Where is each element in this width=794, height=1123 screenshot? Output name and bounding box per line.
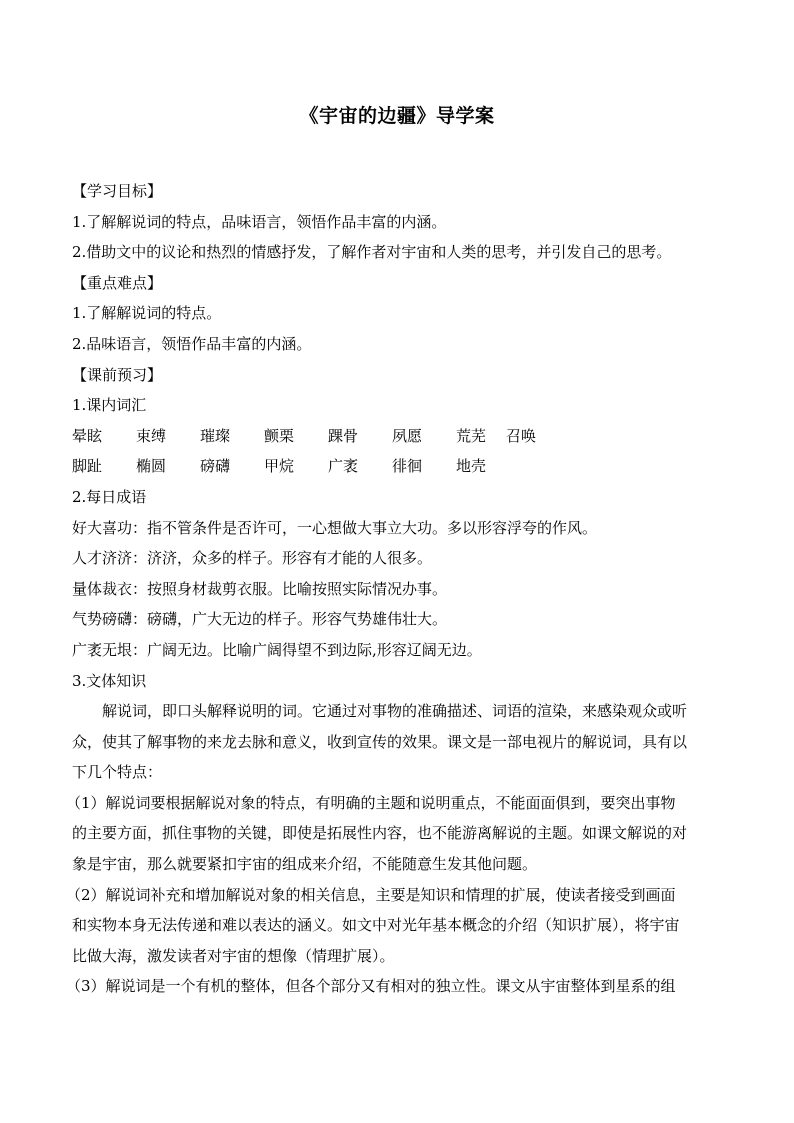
- genre-paragraph-line: 解说词，即口头解释说明的词。它通过对事物的准确描述、词语的渲染，来感染观众或听: [102, 702, 688, 721]
- idiom-item: 人才济济：济济，众多的样子。形容有才能的人很多。: [72, 549, 433, 568]
- genre-heading: 3.文体知识: [72, 671, 147, 690]
- idiom-item: 气势磅礴：磅礴，广大无边的样子。形容气势雄伟壮大。: [72, 610, 448, 629]
- vocab-row: [72, 451, 732, 482]
- objective-item: 1.了解解说词的特点，品味语言，领悟作品丰富的内涵。: [72, 212, 447, 231]
- vocab-word: 地壳: [456, 457, 487, 476]
- genre-paragraph-line: 的主要方面，抓住事物的关键，即使是拓展性内容，也不能游离解说的主题。如课文解说的对: [72, 824, 688, 843]
- vocab-word: 召唤: [506, 426, 537, 445]
- genre-paragraph-line: 比做大海，激发读者对宇宙的想像（情理扩展）。: [72, 946, 395, 965]
- vocab-word: 椭圆: [136, 457, 167, 476]
- vocab-word: 束缚: [136, 426, 167, 445]
- vocab-word: 璀璨: [200, 426, 231, 445]
- vocab-word: 夙愿: [392, 426, 423, 445]
- genre-paragraph-line: 众，使其了解事物的来龙去脉和意义，收到宣传的效果。课文是一部电视片的解说词，具有以: [72, 732, 688, 751]
- vocab-word: 磅礴: [200, 457, 231, 476]
- vocab-word: 颤栗: [264, 426, 295, 445]
- objectives-heading: 【学习目标】: [72, 182, 163, 200]
- document-body: [66, 176, 732, 1002]
- idiom-item: 好大喜功：指不管条件是否许可，一心想做大事立大功。多以形容浮夸的作风。: [72, 518, 598, 537]
- objective-item: 2.借助文中的议论和热烈的情感抒发，了解作者对宇宙和人类的思考，并引发自己的思考。: [72, 243, 672, 262]
- document-title: 《宇宙的边疆》导学案: [299, 105, 495, 127]
- genre-paragraph-line: （1）解说词要根据解说对象的特点，有明确的主题和说明重点，不能面面俱到，要突出事物: [66, 793, 676, 812]
- vocab-word: 踝骨: [328, 426, 359, 445]
- key-points-heading: 【重点难点】: [72, 273, 163, 292]
- vocab-word: 脚趾: [72, 457, 103, 476]
- vocab-word: 徘徊: [392, 457, 423, 476]
- genre-paragraph-line: （3）解说词是一个有机的整体，但各个部分又有相对的独立性。课文从宇宙整体到星系的组: [66, 977, 676, 996]
- idiom-item: 广袤无垠：广阔无边。比喻广阔得望不到边际,形容辽阔无边。: [72, 640, 482, 659]
- vocab-word: 晕眩: [72, 426, 103, 445]
- vocab-word: 广袤: [328, 457, 359, 476]
- vocab-word: 荒芜: [456, 426, 487, 445]
- key-point-item: 1.了解解说词的特点。: [72, 304, 222, 323]
- vocab-heading: 1.课内词汇: [72, 396, 147, 415]
- key-point-item: 2.品味语言，领悟作品丰富的内涵。: [72, 334, 312, 353]
- vocab-row: [72, 421, 732, 452]
- idiom-item: 量体裁衣：按照身材裁剪衣服。比喻按照实际情况办事。: [72, 579, 448, 598]
- vocab-word: 甲烷: [264, 457, 295, 476]
- idiom-heading: 2.每日成语: [72, 487, 147, 506]
- preview-heading: 【课前预习】: [72, 365, 163, 384]
- genre-paragraph-line: （2）解说词补充和增加解说对象的相关信息，主要是知识和情理的扩展，使读者接受到画面: [66, 885, 676, 904]
- genre-paragraph-line: 下几个特点：: [72, 763, 163, 782]
- genre-paragraph-line: 和实物本身无法传递和难以表达的涵义。如文中对光年基本概念的介绍（知识扩展），将宇宙: [72, 916, 680, 935]
- genre-paragraph-line: 象是宇宙，那么就要紧扣宇宙的组成来介绍，不能随意生发其他问题。: [72, 855, 538, 874]
